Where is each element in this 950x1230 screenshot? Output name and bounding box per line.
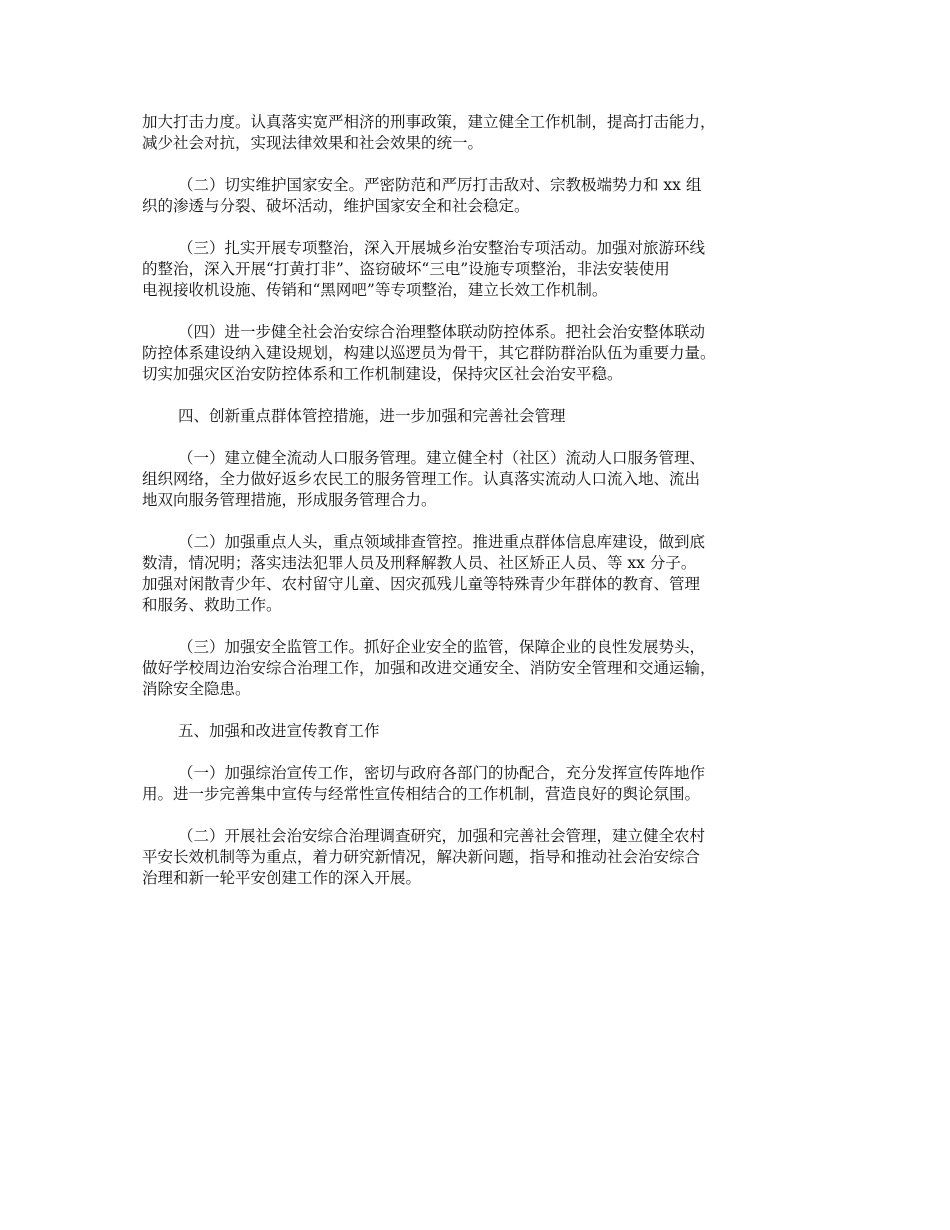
paragraph-line: 治理和新一轮平安创建工作的深入开展。 bbox=[142, 869, 422, 887]
paragraph-line: （三）加强安全监管工作。抓好企业安全的监管，保障企业的良性发展势头， bbox=[178, 638, 706, 656]
paragraph-line: （三）扎实开展专项整治，深入开展城乡治安整治专项活动。加强对旅游环线 bbox=[178, 239, 706, 257]
paragraph-line: 组织网络，全力做好返乡农民工的服务管理工作。认真落实流动人口流入地、流出 bbox=[142, 470, 701, 488]
document-body bbox=[142, 112, 832, 910]
paragraph bbox=[142, 721, 832, 742]
paragraph bbox=[142, 448, 832, 511]
paragraph-line: 用。进一步完善集中宣传与经常性宣传相结合的工作机制，营造良好的舆论氛围。 bbox=[142, 785, 701, 803]
paragraph-line: 织的渗透与分裂、破坏活动，维护国家安全和社会稳定。 bbox=[142, 197, 530, 215]
paragraph-line: 做好学校周边治安综合治理工作，加强和改进交通安全、消防安全管理和交通运输， bbox=[142, 659, 716, 677]
paragraph-line: 减少社会对抗，实现法律效果和社会效果的统一。 bbox=[142, 134, 484, 152]
paragraph-line: （四）进一步健全社会治安综合治理整体联动防控体系。把社会治安整体联动 bbox=[178, 323, 706, 341]
paragraph-line: 四、创新重点群体管控措施，进一步加强和完善社会管理 bbox=[178, 407, 566, 425]
paragraph-line: 加大打击力度。认真落实宽严相济的刑事政策，建立健全工作机制，提高打击能力， bbox=[142, 113, 716, 131]
paragraph-line: （一）加强综治宣传工作，密切与政府各部门的协配合，充分发挥宣传阵地作 bbox=[178, 764, 706, 782]
paragraph bbox=[142, 763, 832, 805]
paragraph-line: 地双向服务管理措施，形成服务管理合力。 bbox=[142, 491, 437, 509]
paragraph-line: 平安长效机制等为重点，着力研究新情况，解决新问题，指导和推动社会治安综合 bbox=[142, 848, 701, 866]
paragraph bbox=[142, 532, 832, 616]
paragraph-line: 切实加强灾区治安防控体系和工作机制建设，保持灾区社会治安平稳。 bbox=[142, 365, 623, 383]
paragraph-line: 五、加强和改进宣传教育工作 bbox=[178, 722, 380, 740]
paragraph-line: 和服务、救助工作。 bbox=[142, 596, 282, 614]
paragraph bbox=[142, 826, 832, 889]
paragraph-line: 电视接收机设施、传销和“黑网吧”等专项整治，建立长效工作机制。 bbox=[142, 281, 608, 299]
paragraph-line: （二）开展社会治安综合治理调查研究，加强和完善社会管理，建立健全农村 bbox=[178, 827, 706, 845]
paragraph bbox=[142, 112, 832, 154]
paragraph-line: （二）切实维护国家安全。严密防范和严厉打击敌对、宗教极端势力和 xx 组 bbox=[178, 176, 702, 194]
paragraph-line: （二）加强重点人头，重点领域排查管控。推进重点群体信息库建设，做到底 bbox=[178, 533, 706, 551]
paragraph-line: 的整治，深入开展“打黄打非”、盗窃破坏“三电”设施专项整治，非法安装使用 bbox=[142, 260, 670, 278]
paragraph bbox=[142, 322, 832, 385]
paragraph-line: 加强对闲散青少年、农村留守儿童、因灾孤残儿童等特殊青少年群体的教育、管理 bbox=[142, 575, 701, 593]
paragraph bbox=[142, 238, 832, 301]
paragraph bbox=[142, 175, 832, 217]
paragraph-line: （一）建立健全流动人口服务管理。建立健全村（社区）流动人口服务管理、 bbox=[178, 449, 706, 467]
paragraph-line: 防控体系建设纳入建设规划，构建以巡逻员为骨干，其它群防群治队伍为重要力量。 bbox=[142, 344, 716, 362]
paragraph-line: 数清，情况明；落实违法犯罪人员及刑释解教人员、社区矫正人员、等 xx 分子。 bbox=[142, 554, 697, 572]
paragraph bbox=[142, 637, 832, 700]
paragraph-line: 消除安全隐患。 bbox=[142, 680, 251, 698]
paragraph bbox=[142, 406, 832, 427]
